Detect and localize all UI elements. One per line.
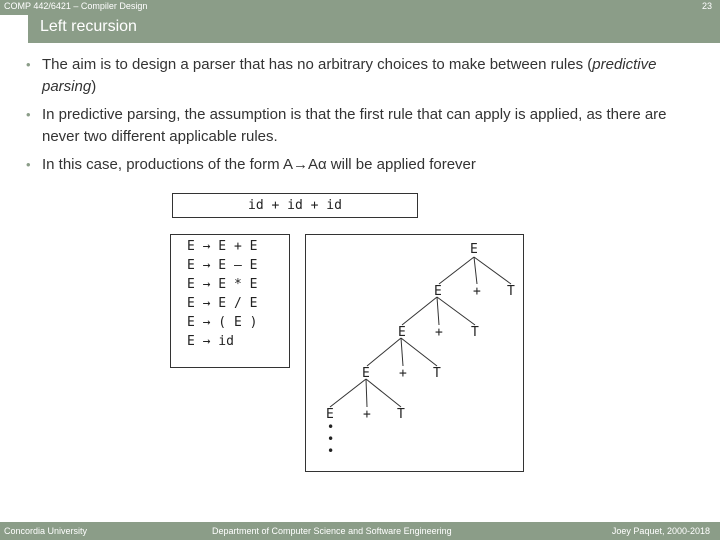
- grammar-box: [170, 234, 290, 368]
- tree-edge: [437, 297, 439, 325]
- page-number: 23: [701, 1, 712, 11]
- bullet-item: [26, 54, 706, 98]
- tree-edge: [401, 338, 437, 366]
- bullet-text: The aim is to design a parser that has no arbitrary choices to make between rules (: [42, 56, 593, 73]
- tree-ellipsis: [327, 420, 334, 458]
- slide-title: Left recursion: [40, 18, 137, 35]
- title-bar: [28, 15, 720, 43]
- tree-edge: [402, 297, 437, 325]
- input-string-box: id + id + id: [172, 193, 418, 218]
- footer-university: Concordia University: [4, 526, 88, 536]
- bullet-text: In predictive parsing, the assumption is that the first rule that can apply is applied, as there are never two different applicable rules.: [42, 106, 667, 145]
- grammar-rule: E → E + E: [187, 239, 258, 254]
- tree-edge: [366, 379, 401, 407]
- tree-node: +: [399, 366, 407, 381]
- tree-node: T: [507, 284, 515, 299]
- bullet-dot-icon: •: [26, 57, 31, 72]
- tree-edge: [367, 338, 401, 366]
- ellipsis-dot: •: [327, 420, 335, 434]
- tree-edge: [439, 257, 474, 284]
- footer-department: Department of Computer Science and Software Engineering: [212, 526, 452, 536]
- bullet-text-after: ): [91, 78, 97, 95]
- tree-node: E: [326, 407, 334, 422]
- bullet-dot-icon: •: [26, 107, 31, 122]
- tree-edge: [401, 338, 403, 366]
- bullet-dot-icon: •: [26, 157, 31, 172]
- footer-author: Joey Paquet, 2000-2018: [611, 526, 710, 536]
- bullet-text: In this case, productions of the form A→Aα will be applied forever: [42, 156, 476, 173]
- tree-node: E: [398, 325, 406, 340]
- bullet-emphasis: predictive parsing: [42, 56, 657, 95]
- course-title: COMP 442/6421 – Compiler Design: [4, 1, 148, 11]
- parse-tree-box: [305, 234, 524, 472]
- tree-node: +: [363, 407, 371, 422]
- tree-node: E: [470, 242, 478, 257]
- tree-node: E: [434, 284, 442, 299]
- bullet-item: [26, 154, 706, 176]
- ellipsis-dot: •: [327, 444, 335, 458]
- tree-edge: [474, 257, 477, 284]
- bullet-item: [26, 104, 706, 148]
- grammar-rule: E → id: [187, 334, 234, 349]
- tree-edges: [330, 257, 511, 407]
- tree-node: +: [435, 325, 443, 340]
- grammar-rule: E → E * E: [187, 277, 258, 292]
- grammar-rule: E → ( E ): [187, 315, 258, 330]
- tree-node: T: [397, 407, 405, 422]
- tree-node: T: [433, 366, 441, 381]
- tree-node: +: [473, 284, 481, 299]
- bullet-list: [26, 54, 706, 182]
- grammar-rule: E → E / E: [187, 296, 258, 311]
- tree-node: T: [471, 325, 479, 340]
- tree-edge: [366, 379, 367, 407]
- ellipsis-dot: •: [327, 432, 335, 446]
- parse-tree-diagram: [306, 235, 523, 471]
- tree-edge: [474, 257, 511, 284]
- header-bar: [0, 0, 720, 15]
- tree-edge: [437, 297, 475, 325]
- grammar-rule: E → E – E: [187, 258, 258, 273]
- tree-node: E: [362, 366, 370, 381]
- tree-edge: [330, 379, 366, 407]
